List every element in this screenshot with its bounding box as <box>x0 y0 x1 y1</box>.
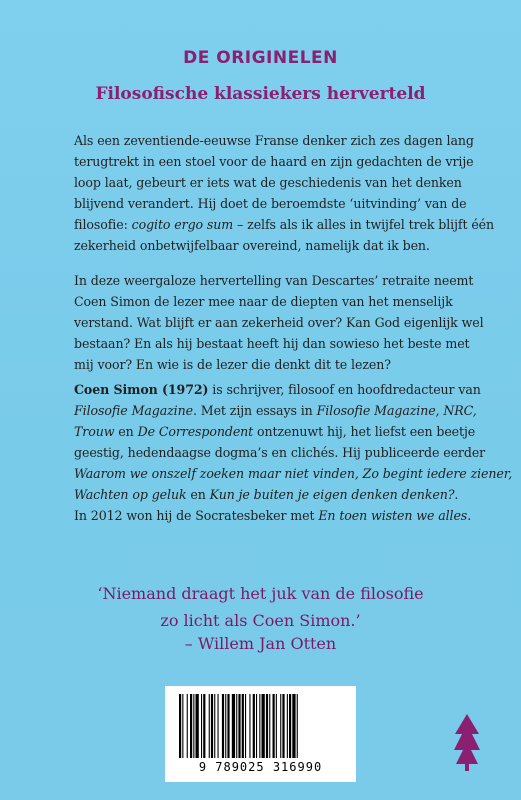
author-name: Coen Simon (1972) <box>74 382 209 397</box>
blurb-line: bestaan? En als hij bestaat heeft hij dan sowieso het beste met <box>74 336 470 351</box>
blurb-paragraph-2 <box>74 270 494 375</box>
blurb-line: terugtrekt in een stoel voor de haard en zijn gedachten de vrije <box>74 154 474 169</box>
text-run: filosofie: <box>74 217 132 232</box>
text-run: – zelfs als ik alles in twijfel trek blijft één <box>233 217 495 232</box>
latin-phrase: cogito ergo sum <box>131 217 234 232</box>
title-run: Kun je buiten je eigen denken denken? <box>209 487 455 502</box>
quote-line: ‘Niemand draagt het juk van de filosofie <box>97 584 424 603</box>
bio-line <box>74 421 494 442</box>
text-run: ontzenuwt hij, het liefst een beetje <box>253 424 476 439</box>
text-run: en <box>114 424 138 439</box>
blurb-line: In deze weergaloze hervertelling van Descartes’ retraite neemt <box>74 273 474 288</box>
quote-attribution: – Willem Jan Otten <box>184 634 337 653</box>
bio-line <box>74 505 494 526</box>
title-run: De Correspondent <box>137 424 254 439</box>
blurb-line: Coen Simon de lezer mee naar de diepten van het menselijk <box>74 294 453 309</box>
blurb-line: zekerheid onbetwijfelbaar overeind, namelijk dat ik ben. <box>74 238 430 253</box>
title-run: Trouw <box>74 424 115 439</box>
bio-line: geestig, hedendaagse dogma’s en clichés. Hij publiceerde eerder <box>74 445 486 460</box>
bio-line <box>74 484 494 505</box>
title-run: En toen wisten we alles <box>318 508 468 523</box>
text-run: is schrijver, filosoof en hoofdredacteur van <box>208 382 481 397</box>
bio-line <box>74 379 494 400</box>
text-run: . Met zijn essays in <box>192 403 317 418</box>
author-bio <box>74 379 513 526</box>
bio-line <box>74 400 494 421</box>
review-quote <box>0 580 521 634</box>
quote-line: zo licht als Coen Simon.’ <box>160 611 361 630</box>
isbn-number: 9 789025 316990 <box>198 760 323 774</box>
barcode-bars <box>175 694 346 758</box>
tree-logo-icon <box>452 712 482 772</box>
title-run: Wachten op geluk <box>74 487 187 502</box>
blurb-line: mij voor? En wie is de lezer die denkt dit te lezen? <box>74 357 391 372</box>
blurb-paragraph-1 <box>74 130 494 256</box>
barcode <box>165 686 356 782</box>
text-run: . <box>467 508 472 523</box>
title-run: Filosofie Magazine <box>74 403 193 418</box>
text-run: . <box>454 487 459 502</box>
bio-line: Waarom we onszelf zoeken maar niet vinden, Zo begint iedere ziener, <box>74 466 513 481</box>
text-run: en <box>186 487 210 502</box>
blurb-line: loop laat, gebeurt er iets wat de geschiedenis van het denken <box>74 175 462 190</box>
blurb-line: Als een zeventiende-eeuwse Franse denker zich zes dagen lang <box>74 133 474 148</box>
series-title: DE ORIGINELEN <box>183 48 338 68</box>
blurb-line <box>74 214 494 235</box>
text-run: In 2012 won hij de Socratesbeker met <box>74 508 319 523</box>
title-run: Filosofie Magazine, NRC, <box>316 403 477 418</box>
blurb-line: blijvend verandert. Hij doet de beroemdste ‘uitvinding’ van de <box>74 196 467 211</box>
blurb-line: verstand. Wat blijft er aan zekerheid over? Kan God eigenlijk wel <box>74 315 484 330</box>
series-subtitle: Filosofische klassiekers herverteld <box>95 84 426 104</box>
